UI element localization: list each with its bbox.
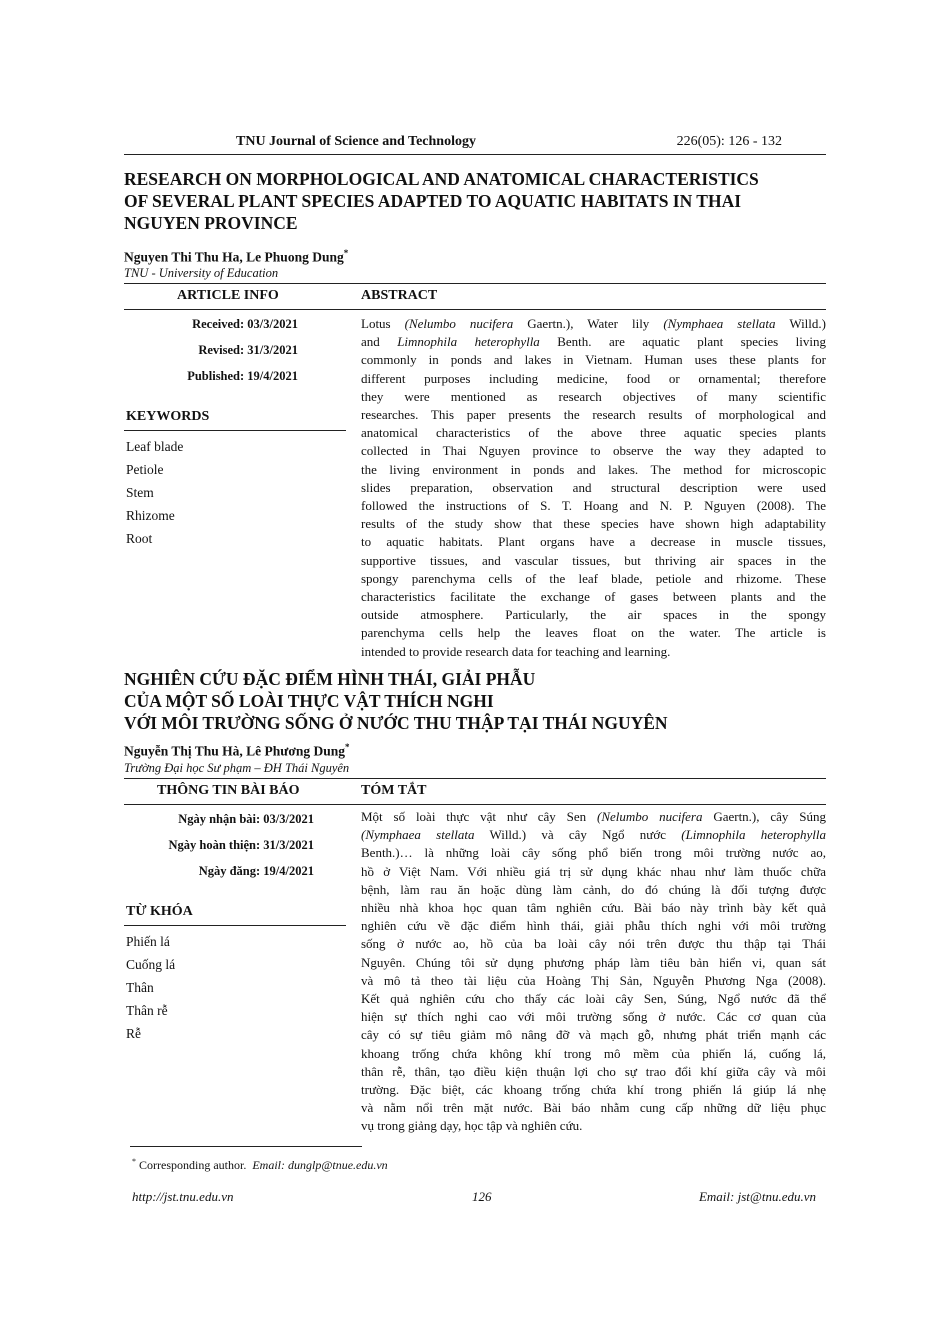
- abstract-text: Một số loài thực vật như cây Sen: [361, 809, 597, 824]
- affiliation-en: TNU - University of Education: [124, 266, 279, 280]
- abstract-line: [361, 972, 826, 990]
- abstract-text: and: [361, 334, 398, 350]
- abstract-text: commonly in ponds and lakes in Vietnam. Human uses these plants for: [361, 352, 826, 368]
- abstract-text: sống ở nước ao, hồ của ba loài cây nói trên được thu thập tại Thái: [361, 936, 826, 952]
- abstract-text: hiện sự thích nghi cao với môi trường sống ở nước. Các cơ quan của: [361, 1009, 826, 1025]
- footnote-label: Corresponding author.: [139, 1158, 247, 1172]
- abstract-text: và mô tả theo tài liệu của Hoàng Thị Sản, Nguyễn Phương Nga (2008).: [361, 972, 826, 988]
- abstract-line: [361, 424, 826, 442]
- abstract-text: bệnh, làm rau ăn hoặc dùng làm cảnh, do đó chúng là đối tượng được: [361, 881, 826, 897]
- abstract-line: [361, 461, 826, 479]
- abstract-text: different purposes including medicine, food or ornamental; therefore: [361, 370, 826, 386]
- abstract-text: Benth. are aquatic plant species living: [539, 334, 826, 350]
- footnote-email[interactable]: Email: dunglp@tnue.edu.vn: [252, 1158, 388, 1172]
- abstract-text: characteristics facilitate the exchange of gases between plants and the: [361, 589, 826, 605]
- abstract-line: [361, 1099, 826, 1117]
- article-info-heading-vi: THÔNG TIN BÀI BÁO: [157, 783, 300, 798]
- keyword: Phiến lá: [126, 934, 170, 949]
- divider: [124, 430, 346, 431]
- abstract-text: researches. This paper presents the research results of morphological and: [361, 407, 826, 423]
- abstract-line: [361, 406, 826, 424]
- abstract-heading-en: ABSTRACT: [361, 288, 438, 303]
- abstract-line: [361, 588, 826, 606]
- revised-date: Ngày hoàn thiện: 31/3/2021: [168, 838, 314, 852]
- abstract-line: [361, 990, 826, 1008]
- abstract-text: slides preparation, observation and structural description were used: [361, 479, 826, 495]
- journal-header: [124, 132, 826, 155]
- abstract-line: [361, 370, 826, 388]
- corresponding-mark: *: [343, 248, 349, 258]
- abstract-text: Lotus: [361, 316, 405, 331]
- corresponding-mark: *: [345, 742, 350, 752]
- abstract-line: [361, 935, 826, 953]
- abstract-text: trường. Đặc biệt, các khoang trống chứa khí trong phiến lá giúp lá nhẹ: [361, 1082, 826, 1098]
- abstract-line: [361, 315, 826, 333]
- abstract-line: [361, 863, 826, 881]
- keywords-vi: [126, 930, 175, 1045]
- keyword: Cuống lá: [126, 957, 176, 972]
- abstract-text: anatomical characteristics of the above three aquatic species plants: [361, 425, 826, 441]
- abstract-text: thân rễ, thân, tạo điều kiện thuận lợi cho sự trao đổi khí giữa cây và môi: [361, 1063, 826, 1079]
- abstract-line: [361, 479, 826, 497]
- footnote-divider: [130, 1146, 362, 1147]
- abstract-en: [361, 315, 826, 661]
- divider: [124, 925, 346, 926]
- title-vi-line: CỦA MỘT SỐ LOÀI THỰC VẬT THÍCH NGHI: [124, 691, 494, 711]
- abstract-text: results of the study show that these species have shown high adaptability: [361, 516, 826, 532]
- abstract-text: followed the instructions of S. T. Hoang and N. P. Nguyen (2008). The: [361, 498, 826, 514]
- abstract-line: [361, 552, 826, 570]
- journal-name: TNU Journal of Science and Technology: [236, 134, 476, 149]
- abstract-line: [361, 351, 826, 369]
- abstract-text: Gaertn.), Water lily: [513, 316, 664, 331]
- divider: [124, 283, 826, 284]
- abstract-text: collected in Thai Nguyen province to observe the way they adapted to: [361, 443, 826, 459]
- keyword: Stem: [126, 485, 154, 500]
- abstract-text: Limnophila heterophylla: [397, 334, 540, 350]
- abstract-line: [361, 533, 826, 551]
- footnote: [132, 1157, 388, 1173]
- abstract-text: khoang trống chứa không khí trong mô mềm của phiến lá, cuống lá,: [361, 1045, 826, 1061]
- authors-vi-names: Nguyễn Thị Thu Hà, Lê Phương Dung: [124, 743, 346, 759]
- keyword: Root: [126, 531, 153, 546]
- divider: [124, 804, 826, 805]
- affiliation-vi: Trường Đại học Sư phạm – ĐH Thái Nguyên: [124, 761, 350, 775]
- published-date: Published: 19/4/2021: [187, 369, 298, 383]
- abstract-text: Gaertn.), cây Súng: [702, 809, 826, 824]
- authors-en: [124, 248, 348, 266]
- abstract-text: (Nymphaea stellata: [361, 827, 475, 843]
- dates-vi: [168, 806, 314, 884]
- abstract-text: nhiều nhà khoa học quan tâm nghiên cứu. Bài báo này trình bày kết quả: [361, 900, 826, 916]
- volume-pages: 226(05): 126 - 132: [676, 134, 782, 149]
- divider: [124, 309, 826, 310]
- revised-date: Revised: 31/3/2021: [198, 343, 298, 357]
- authors-en-names: Nguyen Thi Thu Ha, Le Phuong Dung: [124, 249, 344, 265]
- page-number: 126: [472, 1189, 492, 1204]
- keyword: Thân: [126, 980, 154, 995]
- abstract-line: [361, 606, 826, 624]
- abstract-text: they were mentioned as research objectives of many scientific: [361, 388, 826, 404]
- abstract-text: Benth.)… là những loài cây sống phổ biến trong môi trường nước ao,: [361, 845, 826, 861]
- abstract-line: [361, 442, 826, 460]
- abstract-text: (Nelumbo nucifera: [404, 316, 514, 331]
- title-vi: [124, 668, 826, 734]
- abstract-text: Willd.) và cây Ngổ nước: [474, 827, 682, 843]
- title-en: [124, 168, 826, 234]
- abstract-line: [361, 844, 826, 862]
- abstract-line: [361, 808, 826, 826]
- abstract-line: [361, 1026, 826, 1044]
- abstract-line: [361, 1063, 826, 1081]
- article-info-heading-en: ARTICLE INFO: [177, 288, 279, 303]
- keyword: Rễ: [126, 1026, 141, 1041]
- published-date: Ngày đăng: 19/4/2021: [198, 864, 314, 878]
- dates-en: [187, 311, 298, 389]
- keywords-en: [126, 435, 183, 550]
- abstract-text: và nằm nổi trên mặt nước. Bài báo nhằm cung cấp những dữ liệu phục: [361, 1100, 826, 1116]
- abstract-text: Nguyên. Chúng tôi sử dụng phương pháp làm tiêu bản hiển vi, quan sát: [361, 954, 826, 970]
- title-vi-line: NGHIÊN CỨU ĐẶC ĐIỂM HÌNH THÁI, GIẢI PHẪU: [124, 669, 536, 689]
- title-en-line: NGUYEN PROVINCE: [124, 213, 298, 233]
- abstract-text: (Nymphaea stellata: [663, 316, 776, 331]
- footer-url[interactable]: http://jst.tnu.edu.vn: [132, 1189, 234, 1204]
- abstract-line: [361, 624, 826, 642]
- title-en-line: OF SEVERAL PLANT SPECIES ADAPTED TO AQUATIC HABITATS IN THAI: [124, 191, 742, 211]
- abstract-text: vụ trong giảng dạy, học tập và nghiên cứu.: [361, 1118, 583, 1134]
- abstract-text: the living environment in ponds and lakes. The method for microscopic: [361, 461, 826, 477]
- abstract-vi: [361, 808, 826, 1136]
- abstract-line: [361, 1117, 826, 1135]
- abstract-line: [361, 515, 826, 533]
- abstract-line: [361, 643, 826, 661]
- abstract-line: [361, 1008, 826, 1026]
- abstract-line: [361, 954, 826, 972]
- abstract-text: supportive tissues, and vascular tissues, but thriving air spaces in the: [361, 552, 826, 568]
- received-date: Received: 03/3/2021: [192, 317, 298, 331]
- authors-vi: [124, 742, 350, 760]
- keyword: Leaf blade: [126, 439, 184, 454]
- abstract-line: [361, 570, 826, 588]
- abstract-text: outside atmosphere. Particularly, the air spaces in the spongy: [361, 607, 826, 623]
- abstract-heading-vi: TÓM TẮT: [361, 783, 427, 798]
- keywords-heading-vi: TỪ KHÓA: [126, 904, 193, 919]
- keyword: Petiole: [126, 462, 164, 477]
- abstract-text: nghiên cứu về đặc điểm hình thái, giải phẫu thích nghi với môi trường: [361, 918, 826, 934]
- abstract-text: to aquatic habitats. Plant organs have a decrease in muscle tissues,: [361, 534, 826, 550]
- title-en-line: RESEARCH ON MORPHOLOGICAL AND ANATOMICAL CHARACTERISTICS: [124, 169, 759, 189]
- abstract-line: [361, 899, 826, 917]
- abstract-line: [361, 388, 826, 406]
- divider: [124, 778, 826, 779]
- abstract-line: [361, 881, 826, 899]
- abstract-text: (Limnophila heterophylla: [681, 827, 826, 843]
- abstract-text: parenchyma cells help the leaves float on the water. The article is: [361, 625, 826, 641]
- keyword: Rhizome: [126, 508, 175, 523]
- footnote-mark: *: [132, 1157, 136, 1166]
- abstract-text: hồ ở Việt Nam. Với nhiều giá trị sử dụng khác nhau như làm thuốc chữa: [361, 863, 826, 879]
- abstract-line: [361, 1045, 826, 1063]
- abstract-text: spongy parenchyma cells of the leaf blade, petiole and rhizome. These: [361, 570, 826, 586]
- received-date: Ngày nhận bài: 03/3/2021: [178, 812, 314, 826]
- title-vi-line: VỚI MÔI TRƯỜNG SỐNG Ở NƯỚC THU THẬP TẠI THÁI NGUYÊN: [124, 713, 668, 733]
- abstract-line: [361, 917, 826, 935]
- abstract-text: intended to provide research data for teaching and learning.: [361, 643, 671, 659]
- abstract-line: [361, 333, 826, 351]
- abstract-text: Kết quả nghiên cứu cho thấy các loài cây Sen, Súng, Ngổ nước đã thể: [361, 991, 826, 1007]
- abstract-text: cây có sự tiêu giảm mô nâng đỡ và mạch gỗ, nhưng phát triển mạnh các: [361, 1027, 826, 1043]
- keywords-heading-en: KEYWORDS: [126, 409, 210, 424]
- keyword: Thân rễ: [126, 1003, 168, 1018]
- abstract-text: Willd.): [775, 316, 826, 331]
- abstract-line: [361, 826, 826, 844]
- footer-email[interactable]: Email: jst@tnu.edu.vn: [698, 1189, 816, 1204]
- abstract-line: [361, 497, 826, 515]
- abstract-line: [361, 1081, 826, 1099]
- abstract-text: (Nelumbo nucifera: [597, 809, 703, 824]
